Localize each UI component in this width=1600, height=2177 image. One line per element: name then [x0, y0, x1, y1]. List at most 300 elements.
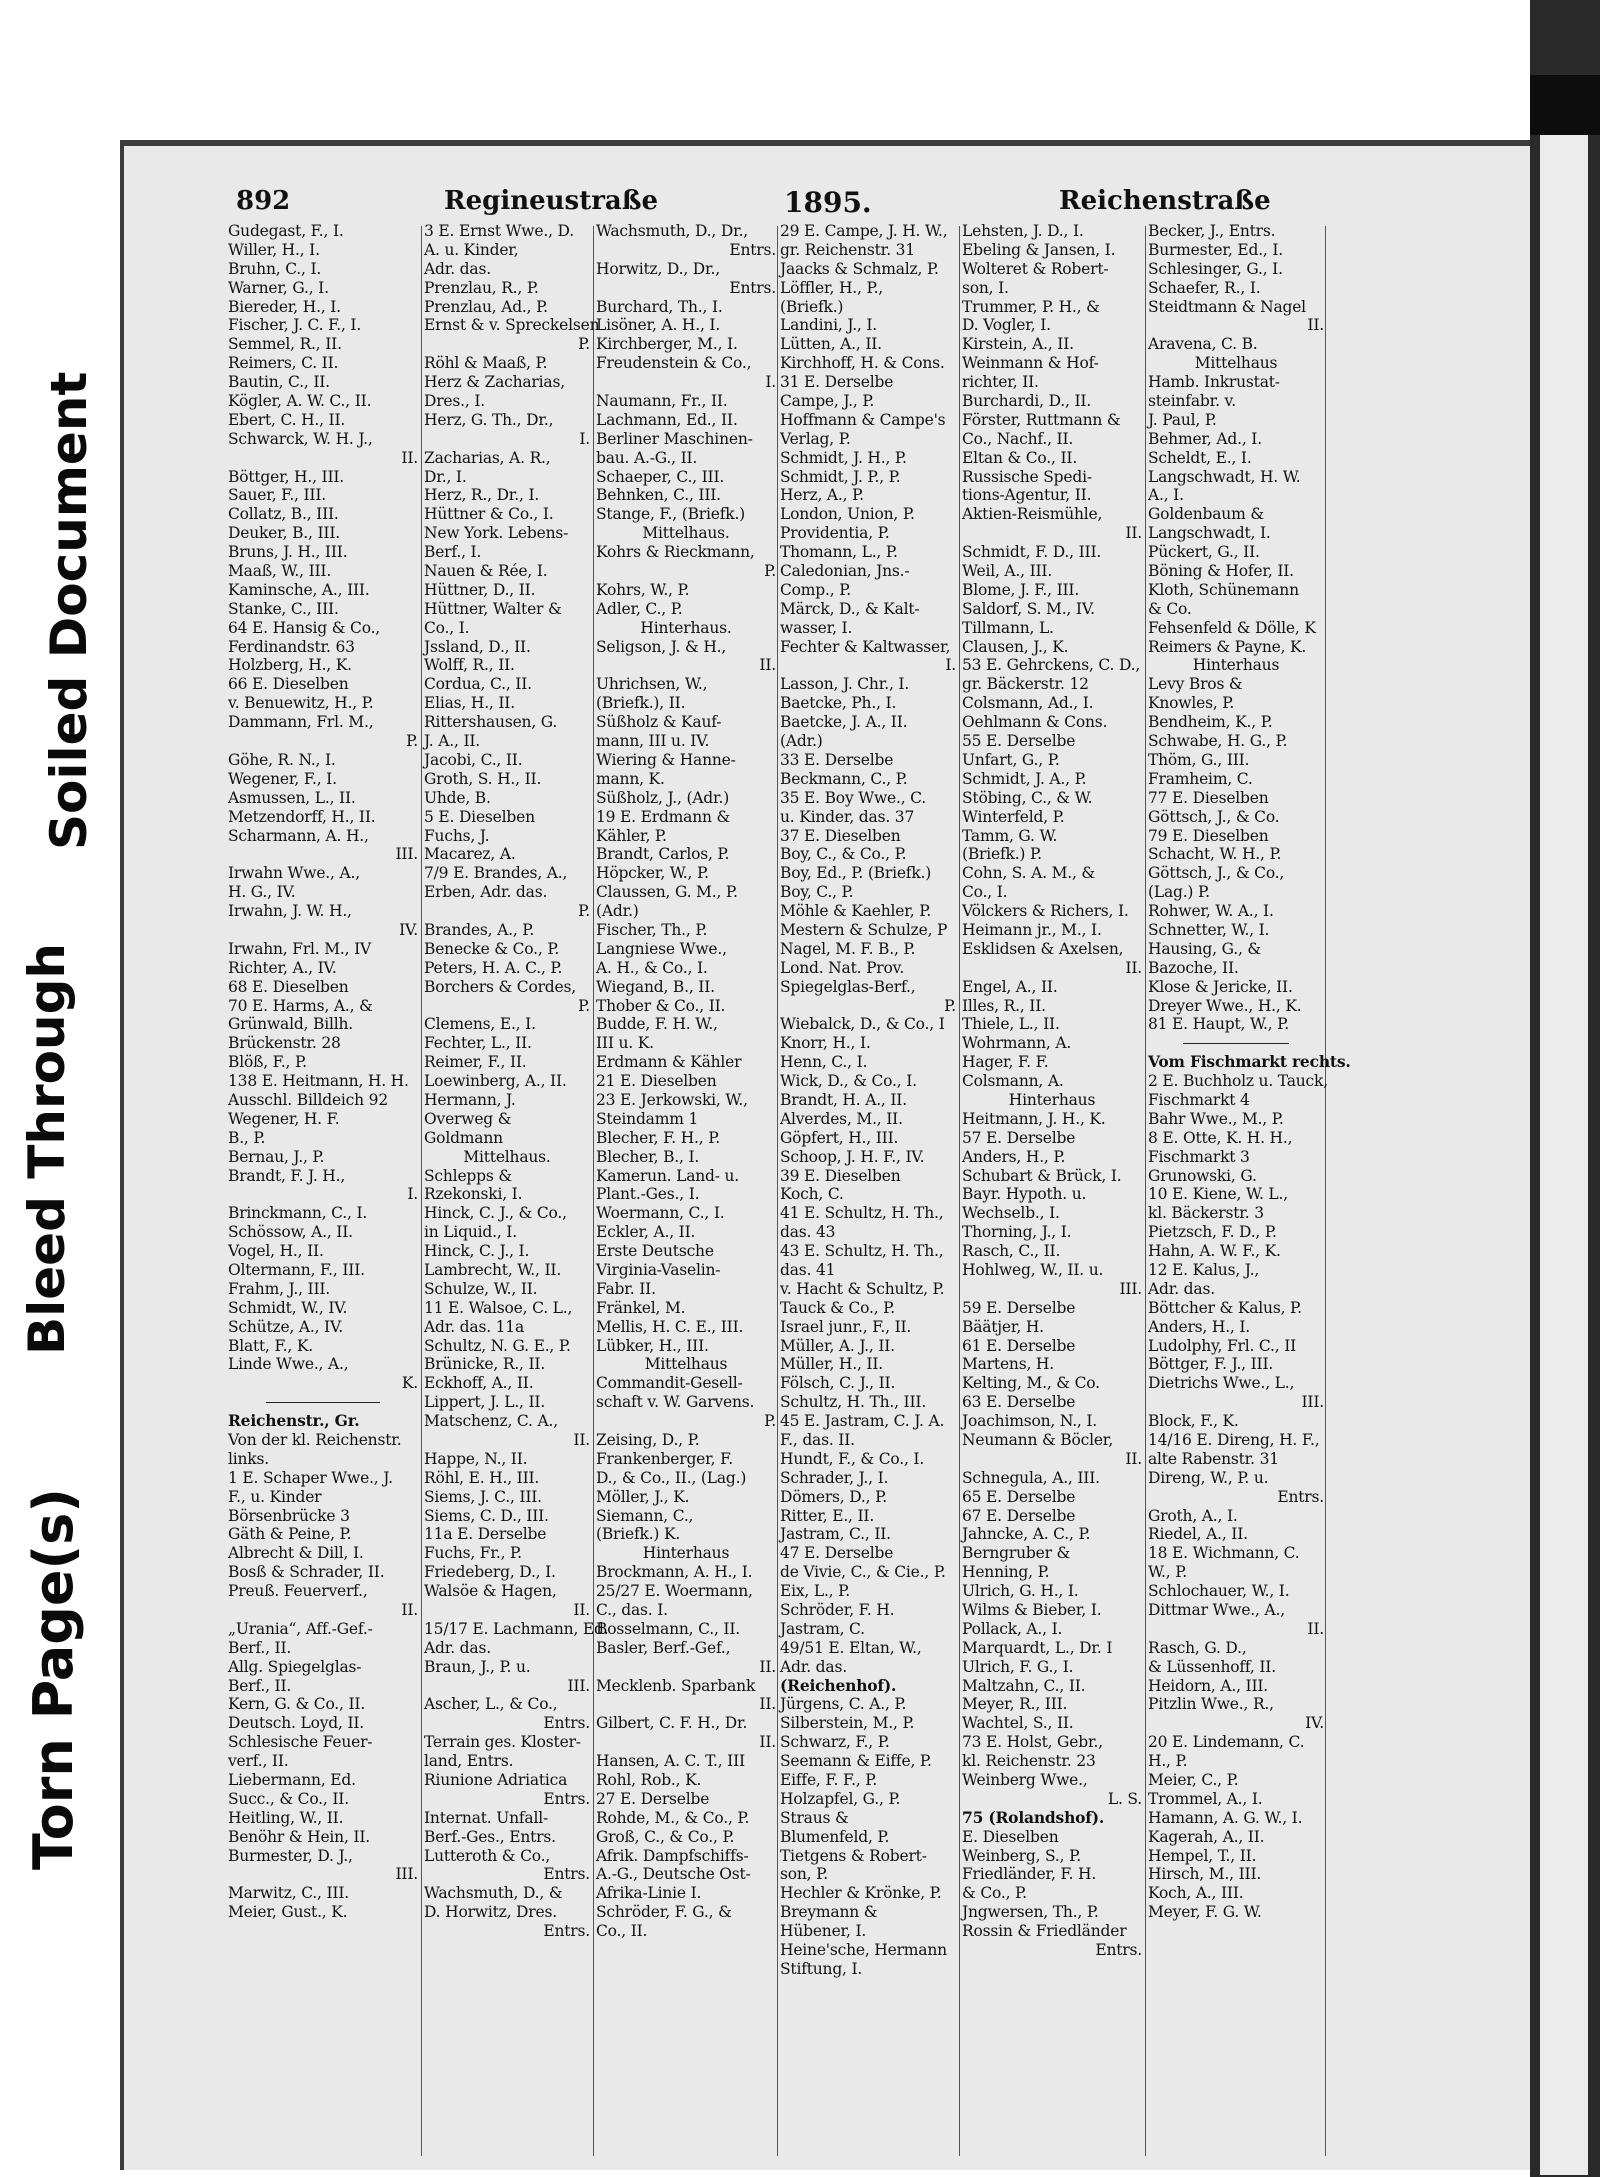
directory-entry: Brockmann, A. H., I. [596, 1563, 753, 1582]
directory-entry: Siems, C. D., III. [424, 1506, 549, 1525]
directory-entry: Gilbert, C. F. H., Dr. [596, 1714, 748, 1733]
directory-entry: 29 E. Campe, J. H. W., [780, 222, 948, 240]
directory-entry: Reichenstr., Gr. [228, 1411, 360, 1431]
directory-entry: D. Horwitz, Dres. [424, 1903, 557, 1922]
directory-entry: Schmidt, W., IV. [228, 1298, 348, 1317]
directory-entry: Ritter, E., II. [780, 1506, 875, 1525]
directory-entry: III. [395, 1865, 418, 1884]
directory-entry: Steindamm 1 [596, 1109, 699, 1128]
directory-entry: u. Kinder, das. 37 [780, 807, 915, 826]
directory-entry: Böttger, H., III. [228, 467, 345, 486]
torn-pages-label: Torn Page(s) [22, 1488, 85, 1870]
directory-entry: Co., II. [596, 1922, 648, 1941]
directory-entry: Liebermann, Ed. [228, 1771, 356, 1790]
directory-entry: Süßholz, J., (Adr.) [596, 788, 730, 807]
directory-entry: 61 E. Derselbe [962, 1336, 1076, 1355]
directory-entry: 21 E. Dieselben [596, 1072, 717, 1091]
directory-entry: Möhle & Kaehler, P. [780, 902, 932, 921]
directory-entry: Hinck, C. J., & Co., [424, 1204, 567, 1223]
directory-entry: Böttger, F. J., III. [1148, 1355, 1274, 1374]
directory-entry: Mittelhaus. [463, 1147, 551, 1166]
directory-entry: Berngruber & [962, 1544, 1071, 1563]
directory-entry: Groß, C., & Co., P. [596, 1827, 735, 1846]
directory-entry: Schultz, H. Th., III. [780, 1393, 927, 1412]
directory-entry: Aravena, C. B. [1148, 335, 1258, 354]
directory-entry: Goldmann [424, 1128, 503, 1147]
directory-entry: Succ., & Co., II. [228, 1789, 349, 1808]
directory-entry: Gudegast, F., I. [228, 222, 344, 240]
directory-entry: Schwarck, W. H. J., [228, 429, 373, 448]
directory-entry: Reimer, F., II. [424, 1053, 527, 1072]
directory-entry: son, P. [780, 1865, 828, 1884]
directory-entry: 35 E. Boy Wwe., C. [780, 788, 927, 807]
directory-entry: Ebeling & Jansen, I. [962, 240, 1116, 259]
scan-edge-strip [1540, 135, 1588, 2175]
right-street-heading: Reichenstraße [1059, 186, 1271, 216]
directory-entry: Stanke, C., III. [228, 599, 339, 618]
directory-entry: Scheldt, E., I. [1148, 448, 1252, 467]
directory-entry: Seligson, J. & H., [596, 637, 727, 656]
column-divider [777, 226, 778, 2156]
directory-entry: II. [573, 1601, 590, 1620]
directory-entry: Overweg & [424, 1109, 512, 1128]
directory-entry: Völckers & Richers, I. [962, 902, 1129, 921]
directory-entry: Märck, D., & Kalt- [780, 599, 920, 618]
directory-entry: Fechter, L., II. [424, 1034, 532, 1053]
directory-entry: Hahn, A. W. F., K. [1148, 1242, 1281, 1261]
directory-entry: 2 E. Buchholz u. Tauck, [1148, 1072, 1328, 1091]
directory-entry: Plant.-Ges., I. [596, 1185, 700, 1204]
directory-entry: Lasson, J. Chr., I. [780, 675, 910, 694]
directory-entry: Reimers & Payne, K. [1148, 637, 1307, 656]
directory-entry: Walsöe & Hagen, [424, 1582, 557, 1601]
directory-entry: Schwabe, H. G., P. [1148, 732, 1288, 751]
directory-entry: P. [578, 335, 590, 354]
directory-entry: Esklidsen & Axelsen, [962, 939, 1124, 958]
directory-entry: 8 E. Otte, K. H. H., [1148, 1128, 1293, 1147]
directory-entry: Lutteroth & Co., [424, 1846, 551, 1865]
directory-entry: Schröder, F. H. [780, 1601, 895, 1620]
directory-entry: Schnetter, W., I. [1148, 920, 1270, 939]
directory-entry: London, Union, P. [780, 505, 915, 524]
directory-entry: Ascher, L., & Co., [424, 1695, 558, 1714]
directory-entry: Müller, H., II. [780, 1355, 883, 1374]
directory-entry: III. [1301, 1393, 1324, 1412]
directory-entry: Anders, H., P. [962, 1147, 1066, 1166]
directory-entry: Kähler, P. [596, 826, 667, 845]
directory-entry: Mittelhaus. [642, 524, 730, 543]
directory-entry: Biereder, H., I. [228, 297, 341, 316]
scan-edge-notch [1530, 75, 1600, 135]
directory-entry: Eckler, A., II. [596, 1223, 696, 1242]
directory-entry: Kirchhoff, H. & Cons. [780, 354, 945, 373]
directory-entry: Thorning, J., I. [962, 1223, 1072, 1242]
directory-entry: Holzapfel, G., P. [780, 1789, 901, 1808]
directory-entry: Grünwald, Billh. [228, 1015, 353, 1034]
directory-entry: Schwarz, F., P. [780, 1733, 890, 1752]
directory-entry: Schacht, W. H., P. [1148, 845, 1282, 864]
directory-entry: Heitmann, J. H., K. [962, 1109, 1106, 1128]
directory-entry: Internat. Unfall- [424, 1808, 548, 1827]
directory-entry: Schoop, J. H. F., IV. [780, 1147, 925, 1166]
directory-entry: P. [764, 1412, 776, 1431]
directory-column-6 [1148, 222, 1351, 2162]
directory-entry: Anders, H., I. [1148, 1317, 1251, 1336]
directory-entry: 11a E. Derselbe [424, 1525, 547, 1544]
directory-entry: Berf.-Ges., Entrs. [424, 1827, 556, 1846]
directory-entry: „Urania“, Aff.-Gef.- [228, 1619, 373, 1638]
directory-entry: richter, II. [962, 373, 1039, 392]
directory-entry: (Adr.) [780, 732, 823, 751]
directory-entry: P. [578, 902, 590, 921]
directory-entry: Breymann & [780, 1903, 878, 1922]
directory-entry: mann, III u. IV. [596, 732, 710, 751]
directory-entry: Erben, Adr. das. [424, 883, 548, 902]
directory-entry: Stange, F., (Briefk.) [596, 505, 746, 524]
directory-entry: 65 E. Derselbe [962, 1487, 1076, 1506]
directory-entry: IV. [399, 920, 418, 939]
directory-entry: II. [401, 1601, 418, 1620]
directory-entry: Wegener, F., I. [228, 769, 337, 788]
directory-entry: Nauen & Rée, I. [424, 562, 548, 581]
directory-entry: Hausing, G., & [1148, 939, 1262, 958]
directory-entry: land, Entrs. [424, 1752, 514, 1771]
directory-entry: Brünicke, R., II. [424, 1355, 546, 1374]
directory-entry: L. S. [1107, 1789, 1142, 1808]
directory-entry: B., P. [228, 1128, 266, 1147]
directory-entry: Adr. das. [424, 259, 491, 278]
directory-entry: Lond. Nat. Prov. [780, 958, 905, 977]
directory-entry: Ulrich, F. G., I. [962, 1657, 1074, 1676]
directory-entry: Rohwer, W. A., I. [1148, 902, 1274, 921]
directory-entry: Uhrichsen, W., [596, 675, 708, 694]
directory-entry: Riunione Adriatica [424, 1771, 568, 1790]
directory-entry: Budde, F. H. W., [596, 1015, 718, 1034]
directory-entry: schaft v. W. Garvens. [596, 1393, 755, 1412]
directory-entry: II. [1125, 524, 1142, 543]
directory-entry: Tauck & Co., P. [780, 1298, 895, 1317]
directory-entry: (Briefk.) [780, 297, 844, 316]
directory-entry: P. [578, 996, 590, 1015]
directory-entry: Kloth, Schünemann [1148, 580, 1299, 599]
directory-entry: Meyer, F. G. W. [1148, 1903, 1262, 1922]
directory-entry: Groth, A., I. [1148, 1506, 1238, 1525]
directory-entry: Friedeberg, D., I. [424, 1563, 556, 1582]
directory-entry: Dittmar Wwe., A., [1148, 1601, 1285, 1620]
directory-entry: Brandt, H. A., II. [780, 1090, 907, 1109]
directory-entry: Horwitz, D., Dr., [596, 259, 720, 278]
directory-entry: Frahm, J., III. [228, 1279, 331, 1298]
directory-entry: Clemens, E., I. [424, 1015, 536, 1034]
directory-entry: Martens, H. [962, 1355, 1054, 1374]
directory-entry [228, 1393, 418, 1412]
directory-entry: II. [759, 1733, 776, 1752]
directory-entry: Prenzlau, Ad., P. [424, 297, 548, 316]
directory-entry: Virginia-Vaselin- [596, 1260, 721, 1279]
directory-entry: Aktien-Reismühle, [962, 505, 1103, 524]
directory-entry: Verlag, P. [780, 429, 851, 448]
directory-entry: Colsmann, Ad., I. [962, 694, 1094, 713]
directory-entry: Hinterhaus [1008, 1090, 1096, 1109]
directory-entry: Fuchs, J. [424, 826, 490, 845]
directory-entry: Friedländer, F. H. [962, 1865, 1097, 1884]
directory-entry: Jürgens, C. A., P. [780, 1695, 907, 1714]
directory-entry: New York. Lebens- [424, 524, 569, 543]
directory-entry: A. u. Kinder, [424, 240, 519, 259]
directory-entry: Klose & Jericke, II. [1148, 977, 1293, 996]
directory-entry: Naumann, Fr., II. [596, 392, 728, 411]
directory-entry: F., das. II. [780, 1431, 855, 1449]
directory-entry: Eltan & Co., II. [962, 448, 1078, 467]
directory-entry: Peters, H. A. C., P. [424, 958, 563, 977]
column-divider [1325, 226, 1326, 2156]
directory-entry: Warner, G., I. [228, 278, 329, 297]
directory-entry: Vom Fischmarkt rechts. [1148, 1052, 1351, 1072]
directory-entry: Heitling, W., II. [228, 1808, 344, 1827]
directory-entry: 66 E. Dieselben [228, 675, 349, 694]
directory-entry [1148, 1034, 1324, 1053]
column-divider [959, 226, 960, 2156]
directory-entry: Pitzlin Wwe., R., [1148, 1695, 1274, 1714]
directory-entry: Neumann & Böcler, [962, 1431, 1114, 1449]
directory-entry: Rittershausen, G. [424, 713, 558, 732]
directory-entry: Lehsten, J. D., I. [962, 222, 1084, 240]
directory-entry: II. [759, 656, 776, 675]
directory-entry: H., P. [1148, 1752, 1188, 1771]
directory-entry: Schaefer, R., I. [1148, 278, 1261, 297]
directory-column-3 [596, 222, 776, 2162]
directory-entry: IV. [1305, 1714, 1324, 1733]
directory-entry: v. Benuewitz, H., P. [228, 694, 374, 713]
directory-entry: 43 E. Schultz, H. Th., [780, 1242, 944, 1261]
directory-entry: J. A., II. [424, 732, 481, 751]
directory-entry: Schaeper, C., III. [596, 467, 725, 486]
directory-entry: Jastram, C., II. [780, 1525, 891, 1544]
directory-entry: Thiele, L., II. [962, 1015, 1060, 1034]
directory-entry: Collatz, B., III. [228, 505, 339, 524]
directory-entry: Burmester, Ed., I. [1148, 240, 1284, 259]
directory-entry: wasser, I. [780, 618, 853, 637]
directory-entry: & Lüssenhoff, II. [1148, 1657, 1276, 1676]
directory-entry: Kamerun. Land- u. [596, 1166, 740, 1185]
directory-entry: 23 E. Jerkowski, W., [596, 1090, 748, 1109]
directory-entry: Fehsenfeld & Dölle, K [1148, 618, 1316, 637]
directory-entry: Adr. das. 11a [424, 1317, 525, 1336]
directory-entry: Adr. das. [1148, 1279, 1215, 1298]
directory-entry: 63 E. Derselbe [962, 1393, 1076, 1412]
column-divider [1145, 226, 1146, 2156]
directory-entry: Afrika-Linie I. [596, 1884, 702, 1903]
directory-entry: Entrs. [543, 1714, 590, 1733]
directory-entry: Hinterhaus [642, 1544, 730, 1563]
directory-entry: Rasch, G. D., [1148, 1638, 1247, 1657]
directory-entry: Elias, H., II. [424, 694, 515, 713]
directory-entry: Henning, P. [962, 1563, 1050, 1582]
directory-entry: Wolteret & Robert- [962, 259, 1109, 278]
directory-entry: Reimers, C. II. [228, 354, 339, 373]
directory-entry: Richter, A., IV. [228, 958, 337, 977]
directory-entry: Bäätjer, H. [962, 1317, 1044, 1336]
directory-entry: Burchardi, D., II. [962, 392, 1092, 411]
directory-entry: Zacharias, A. R., [424, 448, 551, 467]
directory-entry: Wachtel, S., II. [962, 1714, 1074, 1733]
directory-entry: Entrs. [543, 1789, 590, 1808]
directory-entry: Entrs. [1277, 1487, 1324, 1506]
directory-entry: Preuß. Feuerverf., [228, 1582, 368, 1601]
directory-entry: Ulrich, G. H., I. [962, 1582, 1079, 1601]
directory-entry: Tamm, G. W. [962, 826, 1058, 845]
directory-entry: Blecher, F. H., P. [596, 1128, 721, 1147]
directory-entry: 47 E. Derselbe [780, 1544, 894, 1563]
directory-entry: Erste Deutsche [596, 1242, 714, 1261]
directory-entry: Berf., II. [228, 1676, 292, 1695]
directory-entry: Förster, Ruttmann & [962, 410, 1121, 429]
soiled-document-label: Soiled Document [40, 371, 98, 850]
directory-entry: Schulze, W., II. [424, 1279, 538, 1298]
directory-entry: 19 E. Erdmann & [596, 807, 731, 826]
directory-entry: Adr. das. [424, 1638, 491, 1657]
directory-entry: Block, F., K. [1148, 1412, 1239, 1431]
directory-entry: Pietzsch, F. D., P. [1148, 1223, 1277, 1242]
directory-entry: Kohrs & Rieckmann, [596, 543, 755, 562]
directory-entry: Rzekonski, I. [424, 1185, 523, 1204]
directory-entry: III. [1119, 1279, 1142, 1298]
directory-entry: Baetcke, J. A., II. [780, 713, 908, 732]
directory-entry: Röhl & Maaß, P. [424, 354, 548, 373]
directory-entry: Alverdes, M., II. [780, 1109, 903, 1128]
directory-entry: Bazoche, II. [1148, 958, 1239, 977]
directory-entry: Schlepps & [424, 1166, 512, 1185]
directory-entry: Burmester, D. J., [228, 1846, 353, 1865]
directory-entry: Co., I. [962, 883, 1008, 902]
scan-edge [1530, 0, 1600, 2177]
directory-entry: II. [759, 1657, 776, 1676]
directory-entry: links. [228, 1449, 269, 1468]
directory-entry: Böning & Hofer, II. [1148, 562, 1294, 581]
directory-entry: Stöbing, C., & W. [962, 788, 1093, 807]
directory-entry: Wegener, H. F. [228, 1109, 340, 1128]
directory-entry: Benecke & Co., P. [424, 939, 560, 958]
directory-entry: Willer, H., I. [228, 240, 320, 259]
directory-entry: Bosß & Schrader, II. [228, 1563, 385, 1582]
directory-column-5 [962, 222, 1142, 2162]
directory-entry: 10 E. Kiene, W. L., [1148, 1185, 1288, 1204]
directory-entry: Irwahn Wwe., A., [228, 864, 360, 883]
directory-entry: Boy, Ed., P. (Briefk.) [780, 864, 932, 883]
directory-entry: 33 E. Derselbe [780, 750, 894, 769]
directory-entry: 5 E. Dieselben [424, 807, 535, 826]
directory-entry: Jngwersen, Th., P. [962, 1903, 1099, 1922]
directory-entry: Sauer, F., III. [228, 486, 326, 505]
directory-entry: I. [945, 656, 956, 675]
directory-entry: Frankenberger, F. [596, 1449, 733, 1468]
directory-entry: Lippert, J. L., II. [424, 1393, 546, 1412]
directory-entry: Herz, R., Dr., I. [424, 486, 540, 505]
directory-entry: Hinterhaus [1192, 656, 1280, 675]
directory-entry: Dammann, Frl. M., [228, 713, 374, 732]
directory-entry: (Lag.) P. [1148, 883, 1210, 902]
directory-entry: Schlesinger, G., I. [1148, 259, 1283, 278]
directory-entry: Rossin & Friedländer [962, 1922, 1127, 1941]
directory-entry: 31 E. Derselbe [780, 373, 894, 392]
directory-entry: & Co., P. [962, 1884, 1027, 1903]
directory-entry: tions-Agentur, II. [962, 486, 1092, 505]
directory-entry: Möller, J., K. [596, 1487, 690, 1506]
directory-entry: III. [395, 845, 418, 864]
directory-entry: 15/17 E. Lachmann, Ed. [424, 1619, 609, 1638]
directory-entry: Schmidt, J. H., P. [780, 448, 907, 467]
directory-entry: Fränkel, M. [596, 1298, 686, 1317]
directory-entry: Wohrmann, A. [962, 1034, 1072, 1053]
directory-entry: Hager, F. F. [962, 1053, 1049, 1072]
directory-entry: Blome, J. F., III. [962, 580, 1080, 599]
directory-entry: Kagerah, A., II. [1148, 1827, 1265, 1846]
directory-entry: Ausschl. Billdeich 92 [228, 1090, 388, 1109]
directory-entry: Vogel, H., II. [228, 1242, 324, 1261]
directory-entry: 20 E. Lindemann, C. [1148, 1733, 1305, 1752]
directory-entry: Deutsch. Loyd, II. [228, 1714, 365, 1733]
directory-entry: Rohde, M., & Co., P. [596, 1808, 750, 1827]
directory-entry: Dreyer Wwe., H., K. [1148, 996, 1302, 1015]
directory-entry: Von der kl. Reichenstr. [228, 1431, 402, 1449]
directory-entry: Baetcke, Ph., I. [780, 694, 897, 713]
directory-entry: D. Vogler, I. [962, 316, 1051, 335]
directory-entry: Hirsch, M., III. [1148, 1865, 1262, 1884]
directory-entry: Macarez, A. [424, 845, 516, 864]
directory-entry: 73 E. Holst, Gebr., [962, 1733, 1103, 1752]
directory-entry: Weinberg, S., P. [962, 1846, 1081, 1865]
directory-entry: Semmel, R., II. [228, 335, 342, 354]
directory-entry: K. [401, 1374, 418, 1393]
directory-entry: Providentia, P. [780, 524, 890, 543]
directory-entry: P. [406, 732, 418, 751]
directory-entry: 27 E. Derselbe [596, 1789, 710, 1808]
directory-entry: Albrecht & Dill, I. [228, 1544, 364, 1563]
directory-entry: Mellis, H. C. E., III. [596, 1317, 744, 1336]
directory-entry: Freudenstein & Co., [596, 354, 752, 373]
directory-entry: Tillmann, L. [962, 618, 1054, 637]
directory-entry: Heimann jr., M., I. [962, 920, 1102, 939]
page-number: 892 [236, 186, 291, 216]
directory-entry: Blecher, B., I. [596, 1147, 700, 1166]
directory-entry: Engel, A., II. [962, 977, 1058, 996]
directory-entry: Maltzahn, C., II. [962, 1676, 1086, 1695]
directory-entry: 138 E. Heitmann, H. H. [228, 1072, 409, 1091]
directory-entry: Brandes, A., P. [424, 920, 535, 939]
directory-entry: Wachsmuth, D., & [424, 1884, 563, 1903]
directory-entry: Campe, J., P. [780, 392, 875, 411]
directory-entry: Oehlmann & Cons. [962, 713, 1108, 732]
directory-entry: Cordua, C., II. [424, 675, 532, 694]
directory-entry: Russische Spedi- [962, 467, 1092, 486]
directory-entry: Lübker, H., III. [596, 1336, 709, 1355]
directory-column-1 [228, 222, 418, 2162]
directory-entry: Schmidt, F. D., III. [962, 543, 1102, 562]
directory-page [120, 140, 1530, 2170]
directory-entry: Burchard, Th., I. [596, 297, 723, 316]
directory-entry: Groth, S. H., II. [424, 769, 542, 788]
directory-entry: 12 E. Kalus, J., [1148, 1260, 1260, 1279]
directory-entry: Grunowski, G. [1148, 1166, 1257, 1185]
directory-entry: Göhe, R. N., I. [228, 750, 336, 769]
directory-entry: II. [1307, 316, 1324, 335]
directory-entry: Dr., I. [424, 467, 467, 486]
directory-entry: Ludolphy, Frl. C., II [1148, 1336, 1297, 1355]
directory-entry: Braun, J., P. u. [424, 1657, 531, 1676]
directory-entry: 57 E. Derselbe [962, 1128, 1076, 1147]
directory-entry: Weinmann & Hof- [962, 354, 1099, 373]
directory-entry: Pollack, A., I. [962, 1619, 1063, 1638]
